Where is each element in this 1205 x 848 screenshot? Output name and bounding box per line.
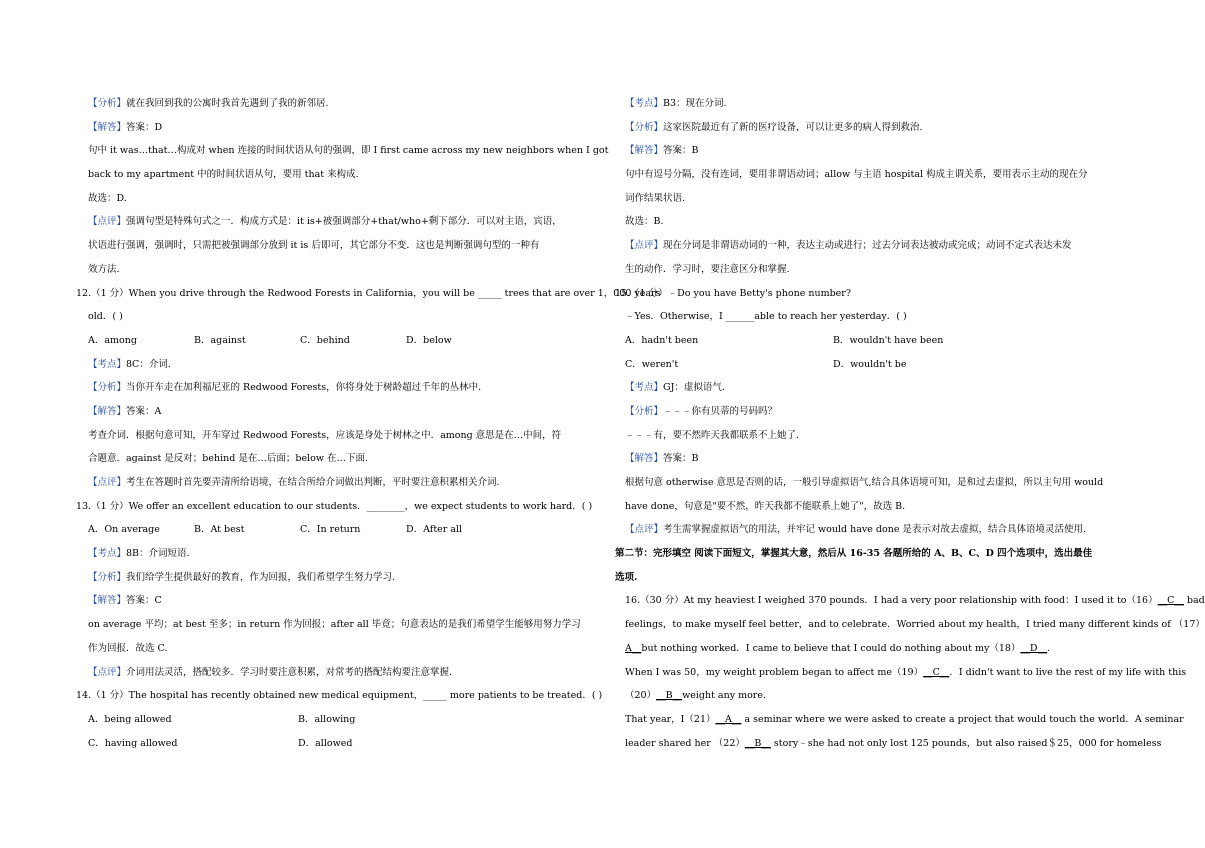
q14-analysis: 【分析】这家医院最近有了新的医疗设备，可以让更多的病人得到救治. (625, 121, 923, 133)
q14-choice: 故选：B. (625, 216, 664, 228)
q14-explanation: 句中有逗号分隔，没有连词，要用非谓语动词；allow 与主语 hospital 构成主谓关系，要用表示主动的现在分 (625, 169, 1088, 181)
q14-comment: 【点评】现在分词是非谓语动词的一种，表达主动或进行；过去分词表达被动或完成；动词不定式表达未发 (625, 240, 1072, 252)
q15-analysis: 【分析】﹣﹣﹣你有贝蒂的号码吗？ (625, 405, 778, 417)
q15-options-row2 (625, 353, 1129, 377)
analysis-tag: 【分析】 (88, 382, 127, 394)
q16-line-2: feelings，to make myself feel better，and to celebrate．Worried about my health，I tried many different kinds of （17） (625, 619, 1205, 631)
q16-line-5: （20）__B__weight any more. (625, 690, 766, 702)
point-tag: 【考点】 (88, 358, 127, 370)
q15-explanation: 根据句意 otherwise 意思是否则的话，一般引导虚拟语气,结合具体语境可知，是和过去虚拟，所以主句用 would (625, 477, 1104, 488)
option-b[interactable]: B．against (194, 334, 246, 346)
answer-tag: 【解答】 (88, 595, 127, 607)
q14-explanation-cont: 词作结果状语. (625, 192, 686, 204)
option-a[interactable]: A．being allowed (88, 713, 172, 725)
blank-17: A__ (625, 642, 642, 654)
option-d[interactable]: D．wouldn't be (833, 358, 907, 370)
option-c[interactable]: C．In return (300, 524, 361, 536)
blank-16: __C__ (1157, 595, 1184, 607)
q12-answer: 【解答】答案：A (88, 405, 162, 417)
blank-22: __B__ (744, 737, 771, 749)
option-d[interactable]: D．After all (406, 524, 463, 536)
q15-comment: 【点评】考生需掌握虚拟语气的用法，并牢记 would have done 是表示对故去虚拟，结合具体语境灵活使用. (625, 524, 1087, 536)
q13-stem: 13.（1 分）We offer an excellent education to our students．________，we expect students to work hard．( ) (76, 500, 593, 512)
answer-tag: 【解答】 (88, 405, 127, 417)
option-a[interactable]: A．On average (88, 524, 160, 536)
q15-options-row1 (625, 329, 1129, 353)
option-b[interactable]: B．wouldn't have been (833, 334, 944, 346)
q13-point: 【考点】8B：介词短语. (88, 548, 190, 560)
q15-analysis-cont: ﹣﹣﹣有，要不然昨天我都联系不上她了. (625, 429, 800, 441)
q13-explanation-cont: 作为回报．故选 C. (88, 642, 168, 654)
q12-stem: 12.（1 分）When you drive through the Redwood Forests in California，you will be _____ trees that are over 1，000 years (76, 287, 661, 299)
q16-line-3: A__but nothing worked．I came to believe that I could do nothing about my（18）__D__. (625, 642, 1051, 654)
answer-tag: 【解答】 (625, 453, 664, 465)
q12-options (88, 329, 590, 353)
q13-answer: 【解答】答案：C (88, 595, 162, 607)
comment-tag: 【点评】 (625, 524, 664, 536)
option-c[interactable]: C．weren't (625, 358, 679, 370)
q14-comment-cont: 生的动作．学习时，要注意区分和掌握. (625, 263, 790, 275)
option-a[interactable]: A．among (88, 334, 137, 346)
q11-comment: 【点评】强调句型是特殊句式之一．构成方式是：it is+被强调部分+that/who+剩下部分．可以对主语，宾语， (88, 216, 562, 228)
blank-18: __D__ (1020, 642, 1048, 654)
section-heading-cont: 选项. (615, 571, 638, 583)
option-a[interactable]: A．hadn't been (625, 334, 699, 346)
blank-20: __B__ (656, 690, 683, 702)
q12-explanation-cont: 合题意．against 是反对；behind 是在…后面；below 在…下面. (88, 453, 368, 465)
analysis-tag: 【分析】 (625, 121, 664, 133)
comment-tag: 【点评】 (88, 216, 127, 228)
analysis-tag: 【分析】 (625, 405, 664, 417)
q13-explanation: on average 平均；at best 至多；in return 作为回报；after all 毕竟；句意表达的是我们希望学生能够用努力学习 (88, 619, 581, 631)
blank-19: __C__ (923, 666, 950, 678)
q14-options-row1 (88, 708, 590, 732)
q15-answer: 【解答】答案：B (625, 453, 699, 465)
q14-point: 【考点】B3：现在分词. (625, 98, 727, 109)
answer-tag: 【解答】 (88, 121, 127, 133)
option-d[interactable]: D．below (406, 334, 452, 346)
answer-tag: 【解答】 (625, 145, 664, 157)
q15-explanation-cont: have done，句意是"要不然，昨天我都不能联系上她了"，故选 B. (625, 500, 906, 512)
q13-options (88, 518, 590, 542)
analysis-tag: 【分析】 (88, 98, 127, 109)
comment-tag: 【点评】 (625, 240, 664, 252)
q16-line-6: That year，I（21）__A__ a seminar where we were asked to create a project that would touch the world．A seminar (625, 713, 1184, 725)
q11-explanation-cont: back to my apartment 中的时间状语从句，要用 that 来构成. (88, 169, 359, 181)
point-tag: 【考点】 (625, 382, 664, 394)
q15-stem-cont: ﹣Yes．Otherwise，I ______able to reach her yesterday．( ) (625, 311, 907, 323)
option-d[interactable]: D．allowed (298, 737, 353, 749)
q15-stem: 15.（1 分）﹣Do you have Betty's phone number? (615, 287, 851, 299)
option-b[interactable]: B．allowing (298, 713, 356, 725)
q12-comment: 【点评】考生在答题时首先要弄清所给语境，在结合所给介词做出判断，平时要注意积累相关介词. (88, 477, 500, 488)
q11-comment-cont: 状语进行强调，强调时，只需把被强调部分放到 it is 后即可，其它部分不变．这也是判断强调句型的一种有 (88, 240, 540, 252)
comment-tag: 【点评】 (88, 666, 127, 678)
q11-answer: 【解答】答案：D (88, 121, 163, 133)
q15-point: 【考点】GJ：虚拟语气. (625, 382, 725, 394)
comment-tag: 【点评】 (88, 477, 127, 488)
q12-analysis: 【分析】当你开车走在加利福尼亚的 Redwood Forests，你将身处于树龄超过千年的丛林中. (88, 382, 482, 394)
q14-stem: 14.（1 分）The hospital has recently obtained new medical equipment，_____ more patients to be treated．( ) (76, 690, 603, 702)
option-b[interactable]: B．At best (194, 524, 245, 536)
section-heading: 第二节：完形填空 阅读下面短文，掌握其大意，然后从 16-35 各题所给的 A、B、C、D 四个选项中，选出最佳 (615, 548, 1093, 560)
q11-choice: 故选：D. (88, 192, 127, 204)
q11-analysis: 【分析】就在我回到我的公寓时我首先遇到了我的新邻居. (88, 98, 329, 109)
q13-analysis: 【分析】我们给学生提供最好的教育，作为回报，我们希望学生努力学习. (88, 571, 396, 583)
point-tag: 【考点】 (625, 98, 664, 109)
q11-comment-end: 效方法. (88, 263, 120, 275)
option-c[interactable]: C．having allowed (88, 737, 178, 749)
q16-line-4: When I was 50，my weight problem began to affect me（19）__C__．I didn't want to live the rest of my life with this (625, 666, 1187, 678)
analysis-tag: 【分析】 (88, 571, 127, 583)
q11-explanation: 句中 it was…that…构成对 when 连接的时间状语从句的强调，即 I first came across my new neighbors when I got (88, 145, 609, 157)
point-tag: 【考点】 (88, 548, 127, 560)
q12-point: 【考点】8C：介词. (88, 358, 171, 370)
q12-explanation: 考查介词．根据句意可知，开车穿过 Redwood Forests，应该是身处于树林之中．among 意思是在…中间，符 (88, 429, 562, 441)
option-c[interactable]: C．behind (300, 334, 350, 346)
blank-21: __A__ (715, 713, 742, 725)
right-column (615, 92, 1205, 755)
q14-options-row2 (88, 732, 590, 756)
q14-answer: 【解答】答案：B (625, 145, 699, 157)
q12-stem-cont: old．( ) (88, 311, 123, 323)
q13-comment: 【点评】介词用法灵活，搭配较多．学习时要注意积累，对常考的搭配结构要注意掌握. (88, 666, 453, 678)
q16-line-7: leader shared her （22）__B__ story﹣she had not only lost 125 pounds，but also raised＄25，000 for homeless (625, 737, 1162, 749)
q16-line-1: 16.（30 分）At my heaviest I weighed 370 pounds．I had a very poor relationship with food：I used it to（16）__C__ bad (625, 595, 1205, 607)
